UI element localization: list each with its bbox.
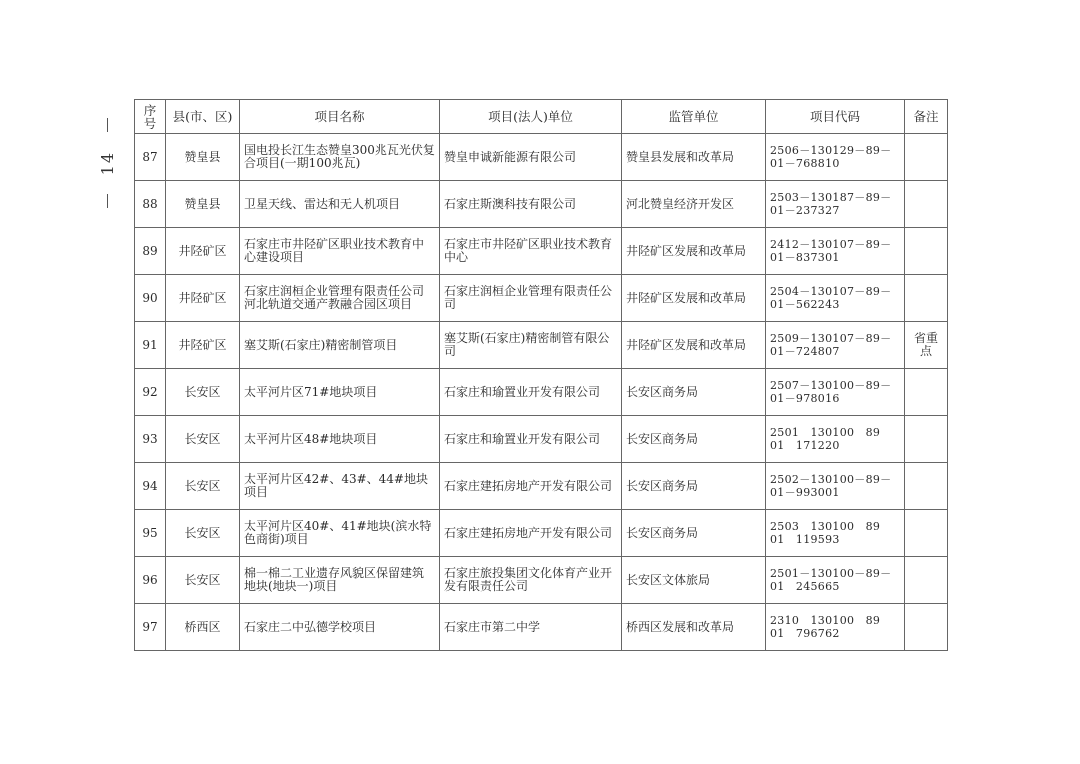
- table-row: [135, 181, 948, 228]
- cell-project-code: 2503 130100 89 01 119593: [766, 510, 905, 557]
- project-table: [134, 99, 948, 651]
- cell-project-code: 2502－130100－89－01－993001: [766, 463, 905, 510]
- cell-seq: 96: [135, 557, 166, 604]
- cell-supervisor: 长安区商务局: [622, 369, 766, 416]
- cell-county: 长安区: [166, 416, 240, 463]
- cell-project-unit: 石家庄建拓房地产开发有限公司: [440, 510, 622, 557]
- cell-note: [905, 228, 948, 275]
- cell-project-unit: 石家庄旅投集团文化体育产业开发有限责任公司: [440, 557, 622, 604]
- cell-seq: 90: [135, 275, 166, 322]
- page-number-text: 14: [97, 150, 117, 176]
- cell-project-unit: 石家庄润桓企业管理有限责任公司: [440, 275, 622, 322]
- cell-supervisor: 河北赞皇经济开发区: [622, 181, 766, 228]
- cell-project-name: 卫星天线、雷达和无人机项目: [240, 181, 440, 228]
- cell-project-unit: 石家庄建拓房地产开发有限公司: [440, 463, 622, 510]
- cell-supervisor: 长安区文体旅局: [622, 557, 766, 604]
- cell-project-name: 石家庄二中弘德学校项目: [240, 604, 440, 651]
- cell-seq: 87: [135, 134, 166, 181]
- cell-project-name: 太平河片区40#、41#地块(滨水特色商街)项目: [240, 510, 440, 557]
- cell-project-code: 2501－130100－89－01 245665: [766, 557, 905, 604]
- table-row: [135, 228, 948, 275]
- cell-project-code: 2310 130100 89 01 796762: [766, 604, 905, 651]
- cell-project-code: 2501 130100 89 01 171220: [766, 416, 905, 463]
- cell-supervisor: 桥西区发展和改革局: [622, 604, 766, 651]
- cell-project-code: 2504－130107－89－01－562243: [766, 275, 905, 322]
- table-row: [135, 322, 948, 369]
- cell-county: 长安区: [166, 369, 240, 416]
- header-project-code: 项目代码: [766, 100, 905, 134]
- table-row: [135, 134, 948, 181]
- cell-project-name: 棉一棉二工业遗存风貌区保留建筑地块(地块一)项目: [240, 557, 440, 604]
- header-project-unit: 项目(法人)单位: [440, 100, 622, 134]
- table-row: [135, 416, 948, 463]
- cell-seq: 91: [135, 322, 166, 369]
- page-number: [92, 118, 122, 208]
- header-note: 备注: [905, 100, 948, 134]
- cell-supervisor: 长安区商务局: [622, 463, 766, 510]
- cell-seq: 92: [135, 369, 166, 416]
- cell-note: [905, 275, 948, 322]
- cell-project-unit: 石家庄和瑜置业开发有限公司: [440, 369, 622, 416]
- cell-county: 井陉矿区: [166, 322, 240, 369]
- table-header-row: [135, 100, 948, 134]
- cell-note: [905, 557, 948, 604]
- cell-project-name: 国电投长江生态赞皇300兆瓦光伏复合项目(一期100兆瓦): [240, 134, 440, 181]
- cell-project-name: 石家庄润桓企业管理有限责任公司河北轨道交通产教融合园区项目: [240, 275, 440, 322]
- cell-seq: 97: [135, 604, 166, 651]
- cell-supervisor: 井陉矿区发展和改革局: [622, 322, 766, 369]
- cell-county: 长安区: [166, 557, 240, 604]
- table-row: [135, 463, 948, 510]
- cell-project-unit: 赞皇申诚新能源有限公司: [440, 134, 622, 181]
- table-row: [135, 510, 948, 557]
- cell-seq: 88: [135, 181, 166, 228]
- cell-project-unit: 塞艾斯(石家庄)精密制管有限公司: [440, 322, 622, 369]
- cell-project-code: 2412－130107－89－01－837301: [766, 228, 905, 275]
- table-row: [135, 557, 948, 604]
- cell-note: [905, 604, 948, 651]
- cell-note: [905, 134, 948, 181]
- cell-note: [905, 416, 948, 463]
- cell-seq: 94: [135, 463, 166, 510]
- header-county: 县(市、区): [166, 100, 240, 134]
- cell-county: 长安区: [166, 463, 240, 510]
- cell-supervisor: 井陉矿区发展和改革局: [622, 228, 766, 275]
- cell-project-code: 2503－130187－89－01－237327: [766, 181, 905, 228]
- cell-supervisor: 井陉矿区发展和改革局: [622, 275, 766, 322]
- table-row: [135, 275, 948, 322]
- cell-county: 井陉矿区: [166, 275, 240, 322]
- header-project-name: 项目名称: [240, 100, 440, 134]
- cell-project-unit: 石家庄斯澳科技有限公司: [440, 181, 622, 228]
- cell-project-code: 2506－130129－89－01－768810: [766, 134, 905, 181]
- cell-seq: 89: [135, 228, 166, 275]
- cell-county: 井陉矿区: [166, 228, 240, 275]
- cell-project-name: 太平河片区71#地块项目: [240, 369, 440, 416]
- page-number-dash-bottom: [107, 194, 108, 208]
- cell-note: [905, 510, 948, 557]
- table-body: [135, 134, 948, 651]
- cell-note: [905, 181, 948, 228]
- cell-note: 省重点: [905, 322, 948, 369]
- header-supervisor: 监管单位: [622, 100, 766, 134]
- cell-project-name: 石家庄市井陉矿区职业技术教育中心建设项目: [240, 228, 440, 275]
- table-row: [135, 369, 948, 416]
- table-row: [135, 604, 948, 651]
- header-seq: 序号: [135, 100, 166, 134]
- cell-project-unit: 石家庄市井陉矿区职业技术教育中心: [440, 228, 622, 275]
- cell-project-name: 太平河片区48#地块项目: [240, 416, 440, 463]
- cell-county: 桥西区: [166, 604, 240, 651]
- cell-note: [905, 463, 948, 510]
- cell-seq: 95: [135, 510, 166, 557]
- cell-county: 赞皇县: [166, 181, 240, 228]
- page-number-dash-top: [107, 118, 108, 132]
- cell-project-name: 塞艾斯(石家庄)精密制管项目: [240, 322, 440, 369]
- cell-project-code: 2507－130100－89－01－978016: [766, 369, 905, 416]
- cell-county: 长安区: [166, 510, 240, 557]
- cell-project-unit: 石家庄市第二中学: [440, 604, 622, 651]
- cell-project-unit: 石家庄和瑜置业开发有限公司: [440, 416, 622, 463]
- cell-project-code: 2509－130107－89－01－724807: [766, 322, 905, 369]
- cell-supervisor: 长安区商务局: [622, 510, 766, 557]
- cell-seq: 93: [135, 416, 166, 463]
- cell-note: [905, 369, 948, 416]
- cell-project-name: 太平河片区42#、43#、44#地块项目: [240, 463, 440, 510]
- cell-supervisor: 长安区商务局: [622, 416, 766, 463]
- cell-supervisor: 赞皇县发展和改革局: [622, 134, 766, 181]
- cell-county: 赞皇县: [166, 134, 240, 181]
